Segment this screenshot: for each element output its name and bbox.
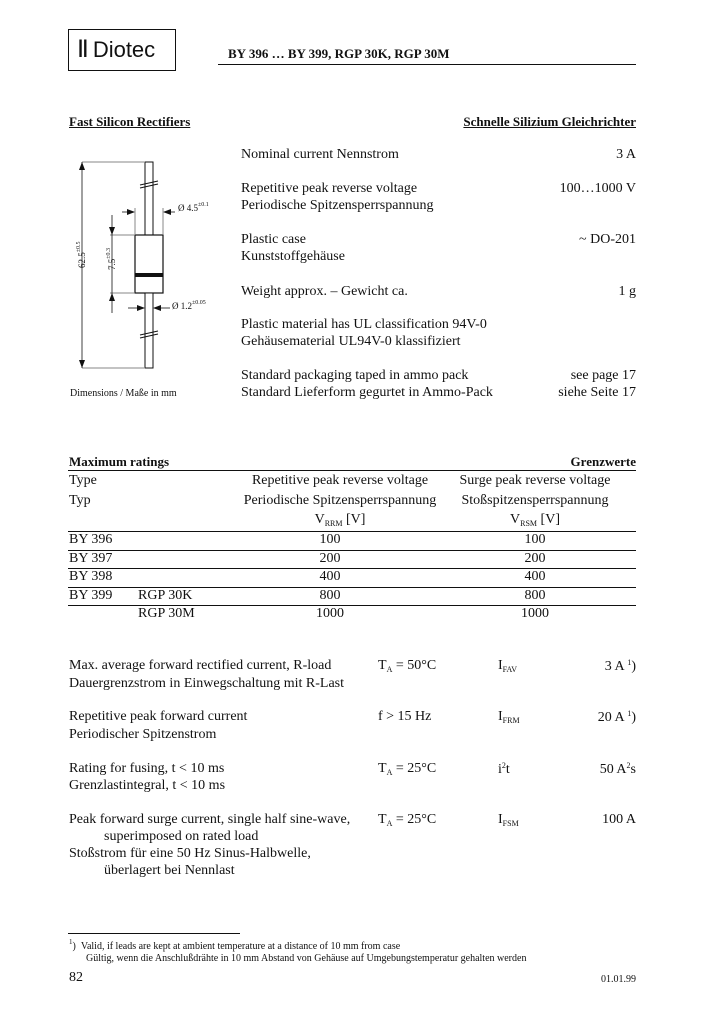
diotec-logo-text: Diotec xyxy=(92,37,156,62)
row-vrsm: 400 xyxy=(524,569,546,584)
document-title: BY 396 … BY 399, RGP 30K, RGP 30M xyxy=(228,46,450,61)
diode-body xyxy=(135,235,163,293)
col-type-de: Typ xyxy=(69,493,91,508)
spec-rep-peak-value: 100…1000 V xyxy=(559,181,636,196)
dim-total-label: $62.5^{\pm 0.5}$ xyxy=(76,241,87,268)
diotec-logo xyxy=(68,29,176,71)
spec-weight-value: 1 g xyxy=(618,284,636,299)
spec-ul-de: Gehäusematerial UL94V-0 klassifiziert xyxy=(241,334,461,349)
param-label-de: Dauergrenzstrom in Einwegschaltung mit R-Last xyxy=(69,676,345,691)
param-value: 50 $A^2s$ xyxy=(599,761,636,777)
param-symbol: $I_{FSM}$ xyxy=(498,812,519,828)
spec-weight: Weight approx. – Gewicht ca. xyxy=(241,284,408,299)
spec-nominal-current: Nominal current Nennstrom xyxy=(241,147,399,162)
header-rule xyxy=(218,64,636,65)
param-label-en-2: superimposed on rated load xyxy=(104,829,259,844)
row-vrrm: 200 xyxy=(319,551,341,566)
diotec-logo-mark: Ⅱ xyxy=(77,37,89,63)
param-label-de-2: überlagert bei Nennlast xyxy=(104,863,235,878)
document-date: 01.01.99 xyxy=(601,974,636,985)
col-vrsm-de: Stoßspitzensperrspannung xyxy=(461,493,609,508)
param-value: 3 A $^1$) xyxy=(604,658,636,674)
param-symbol: $I_{FAV}$ xyxy=(498,658,518,674)
row-vrsm: 100 xyxy=(524,532,546,547)
col-type-en: Type xyxy=(69,473,97,488)
col-vrrm-de: Periodische Spitzensperrspannung xyxy=(243,493,437,508)
row-vrrm: 800 xyxy=(319,588,341,603)
param-label-de: Grenzlastintegral, t < 10 ms xyxy=(69,778,226,793)
spec-nominal-current-value: 3 A xyxy=(616,147,636,162)
col-vrrm-en: Repetitive peak reverse voltage xyxy=(251,473,429,488)
spec-rep-peak-en: Repetitive peak reverse voltage xyxy=(241,181,418,196)
param-value: 20 A $^1$) xyxy=(597,709,636,725)
spec-packaging-value-en: see page 17 xyxy=(570,368,636,383)
dim-diam-lead-label: Ø $1.2^{\pm 0.05}$ xyxy=(172,300,206,311)
param-label-de: Periodischer Spitzenstrom xyxy=(69,727,217,742)
param-condition: $T_A = 25^\circ C$ xyxy=(378,761,437,777)
param-condition: f > 15 Hz xyxy=(378,709,432,724)
row-type2: RGP 30M xyxy=(138,606,195,621)
section-title-de: Schnelle Silizium Gleichrichter xyxy=(463,114,636,129)
col-vrsm-symbol: $V_{RSM}$ [V] xyxy=(510,512,560,528)
col-vrsm-en: Surge peak reverse voltage xyxy=(459,473,611,488)
param-symbol: $i^2t$ xyxy=(498,761,510,777)
ratings-title-en: Maximum ratings xyxy=(69,454,170,469)
row-vrrm: 100 xyxy=(319,532,341,547)
spec-case-de: Kunststoffgehäuse xyxy=(241,249,345,264)
spec-packaging-value-de: siehe Seite 17 xyxy=(558,385,636,400)
param-label-en: Peak forward surge current, single half sine-wave, xyxy=(69,812,351,827)
page-number: 82 xyxy=(69,970,83,985)
footnote-rule xyxy=(68,933,240,934)
row-vrsm: 200 xyxy=(524,551,546,566)
param-condition: $T_A = 50^\circ C$ xyxy=(378,658,437,674)
footnote-line1: $^1$) Valid, if leads are kept at ambient temperature at a distance of 10 mm from case xyxy=(69,938,401,952)
spec-packaging-de: Standard Lieferform gegurtet in Ammo-Pack xyxy=(241,385,493,400)
spec-rep-peak-de: Periodische Spitzensperrspannung xyxy=(241,198,434,213)
param-label-en: Repetitive peak forward current xyxy=(69,709,248,724)
dim-body-label: $7.5^{\pm 0.3}$ xyxy=(106,247,117,270)
row-vrsm: 1000 xyxy=(521,606,549,621)
row-vrrm: 1000 xyxy=(316,606,344,621)
footnote-line2: Gültig, wenn die Anschlußdrähte in 10 mm Abstand von Gehäuse auf Umgebungstemperatur gehalten werden xyxy=(86,953,527,964)
ratings-title-de: Grenzwerte xyxy=(570,454,636,469)
col-vrrm-symbol: $V_{RRM}$ [V] xyxy=(314,512,366,528)
drawing-caption: Dimensions / Maße in mm xyxy=(70,388,177,399)
param-condition: $T_A = 25^\circ C$ xyxy=(378,812,437,828)
row-vrsm: 800 xyxy=(524,588,546,603)
spec-ul-en: Plastic material has UL classification 94V-0 xyxy=(241,317,487,332)
ratings-rule-top xyxy=(68,470,636,471)
spec-case-en: Plastic case xyxy=(241,232,306,247)
row-type1: BY 399 xyxy=(69,588,113,603)
param-label-en: Rating for fusing, t < 10 ms xyxy=(69,761,225,776)
row-type2: RGP 30K xyxy=(138,588,193,603)
spec-packaging-en: Standard packaging taped in ammo pack xyxy=(241,368,469,383)
param-symbol: $I_{FRM}$ xyxy=(498,709,520,725)
lead-bottom xyxy=(145,293,153,368)
dim-diam-body-label: Ø $4.5^{\pm 0.1}$ xyxy=(178,202,209,213)
row-vrrm: 400 xyxy=(319,569,341,584)
lead-top xyxy=(145,162,153,235)
row-type1: BY 398 xyxy=(69,569,113,584)
spec-case-value: ~ DO-201 xyxy=(579,232,636,247)
param-label-en: Max. average forward rectified current, R-load xyxy=(69,658,332,673)
row-type1: BY 397 xyxy=(69,551,113,566)
param-value: 100 A xyxy=(602,812,636,827)
section-title-en: Fast Silicon Rectifiers xyxy=(69,114,191,129)
param-label-de: Stoßstrom für eine 50 Hz Sinus-Halbwelle, xyxy=(69,846,311,861)
row-type1: BY 396 xyxy=(69,532,113,547)
cathode-band xyxy=(135,273,163,277)
